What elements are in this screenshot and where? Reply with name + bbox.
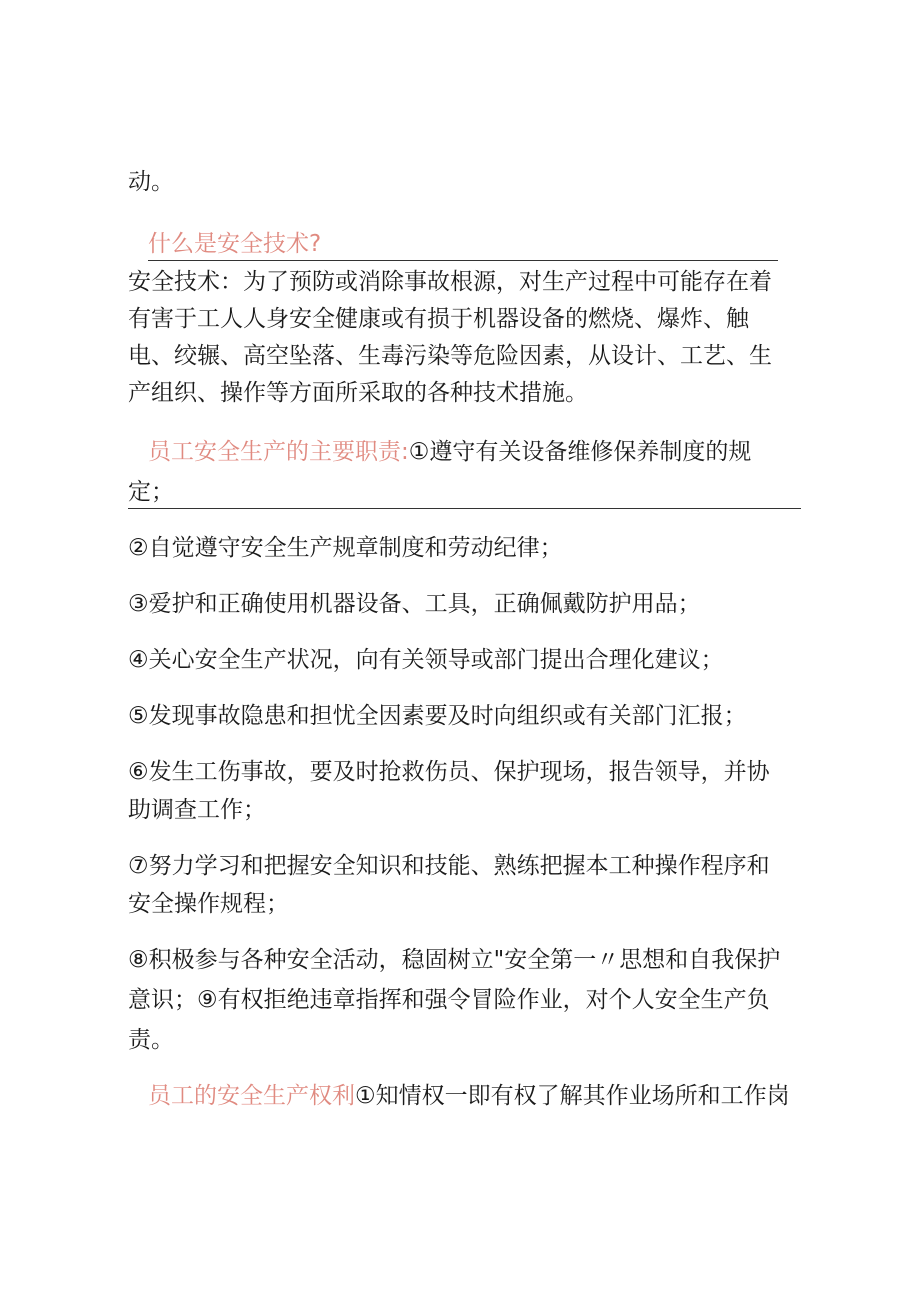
rights-item-1: ①知情权一即有权了解其作业场所和工作岗 [355,1083,790,1109]
section-heading-safety-tech: 什么是安全技术? [148,231,322,257]
safety-tech-line-2: 有害于工人人身安全健康或有损于机器设备的燃烧、爆炸、触 [128,306,749,332]
section-heading-duties: 员工安全生产的主要职责: [148,439,409,465]
section-divider [128,508,801,509]
duty-item-2: ②自觉遵守安全生产规章制度和劳动纪律； [128,535,563,561]
duty-item-7: ⑦努力学习和把握安全知识和技能、熟练把握本工种操作程序和 [128,853,770,879]
heading-underline [148,260,778,261]
duty-item-1: ①遵守有关设备维修保养制度的规 [408,439,752,465]
duty-item-8-cont: 意识；⑨有权拒绝违章指挥和强令冒险作业，对个人安全生产负 [128,987,770,1013]
duty-item-6-cont: 助调查工作； [128,797,266,823]
duty-item-5: ⑤发现事故隐患和担忧全因素要及时向组织或有关部门汇报； [128,703,747,729]
duty-item-1-cont: 定； [128,479,174,505]
duty-item-7-cont: 安全操作规程； [128,891,289,917]
safety-tech-line-3: 电、绞辗、高空坠落、生毒污染等危险因素，从设计、工艺、生 [128,343,772,369]
rights-first-line [148,1078,790,1114]
safety-tech-line-4: 产组织、操作等方面所采取的各种技术措施。 [128,380,588,406]
duty-item-8: ⑧积极参与各种安全活动，稳固树立"安全第一〃思想和自我保护 [128,947,781,973]
safety-tech-line-1: 安全技术：为了预防或消除事故根源，对生产过程中可能存在着 [128,269,772,295]
duties-first-line [148,434,751,470]
duty-item-3: ③爱护和正确使用机器设备、工具，正确佩戴防护用品； [128,591,701,617]
duty-item-6: ⑥发生工伤事故，要及时抢救伤员、保护现场，报告领导，并协 [128,759,770,785]
duty-item-9-cont: 责。 [128,1027,174,1053]
paragraph-tail: 动。 [128,169,174,195]
duty-item-4: ④关心安全生产状况，向有关领导或部门提出合理化建议； [128,647,724,673]
section-heading-rights: 员工的安全生产权利 [148,1083,355,1109]
